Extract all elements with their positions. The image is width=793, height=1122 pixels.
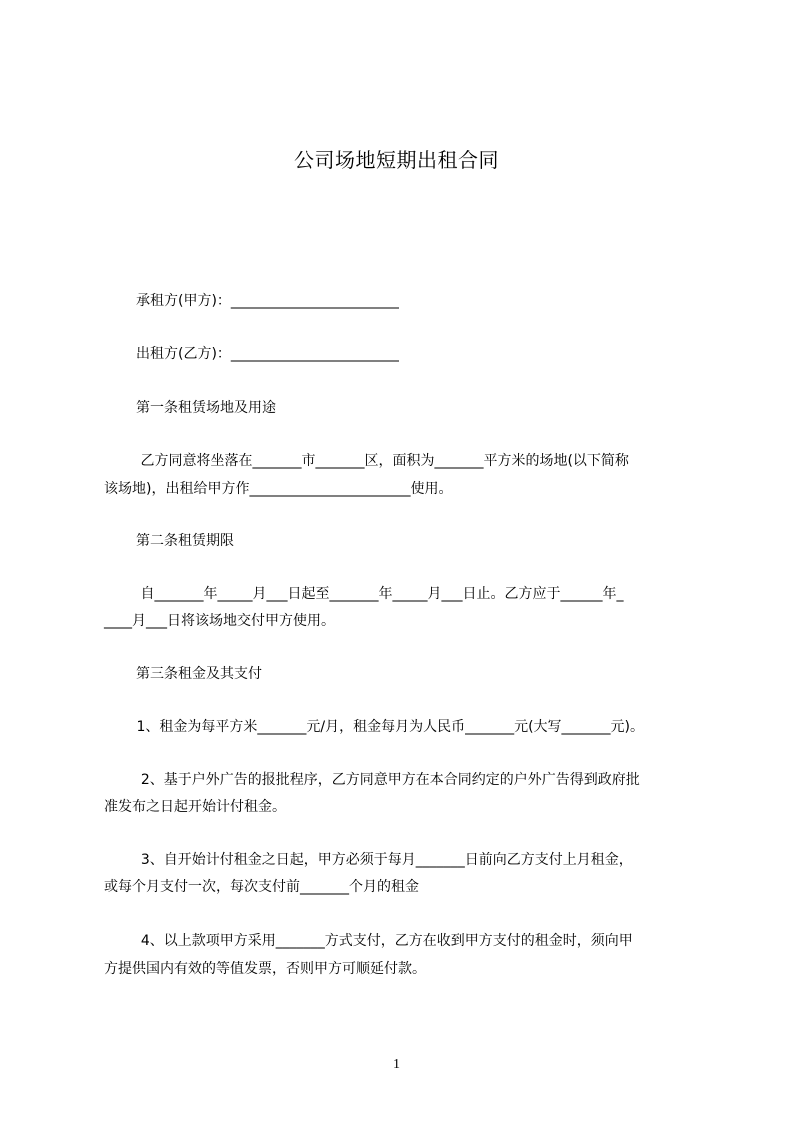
article-3-item-4-line-2: 方提供国内有效的等值发票，否则甲方可顺延付款。 [104,961,426,977]
page-number: 1 [393,1057,400,1072]
article-3-item-1: 1、租金为每平方米_______元/月，租金每月为人民币_______元(大写_______元)。 [132,719,644,735]
article-3-item-4-line-1: 4、以上款项甲方采用_______方式支付，乙方在收到甲方支付的租金时，须向甲 [132,933,633,949]
article-3-item-2-line-2: 准发布之日起开始计付租金。 [104,799,286,815]
document-title: 公司场地短期出租合同 [294,148,499,172]
article-3-heading: 第三条租金及其支付 [136,666,262,682]
article-1-heading: 第一条租赁场地及用途 [136,400,276,416]
article-3-item-3-line-1: 3、自开始计付租金之日起，甲方必须于每月_______日前向乙方支付上月租金， [132,852,633,868]
article-1-text-line-2: 该场地)，出租给甲方作_______________________使用。 [104,481,453,497]
article-3-item-3-line-2: 或每个月支付一次，每次支付前_______个月的租金 [104,879,419,895]
lessee-party-line: 承租方(甲方)：________________________ [136,293,399,309]
article-2-text-line-1: 自_______年_____月___日起至_______年_____月___日止。乙方应于______年_ [136,586,624,602]
article-1-text-line-1: 乙方同意将坐落在_______市_______区，面积为_______平方米的场地(以下简称 [136,453,629,469]
lessor-party-line: 出租方(乙方)：________________________ [136,346,399,362]
article-3-item-2-line-1: 2、基于户外广告的报批程序，乙方同意甲方在本合同约定的户外广告得到政府批 [132,772,640,788]
article-2-text-line-2: ____月___日将该场地交付甲方使用。 [104,613,335,629]
article-2-heading: 第二条租赁期限 [136,533,234,549]
